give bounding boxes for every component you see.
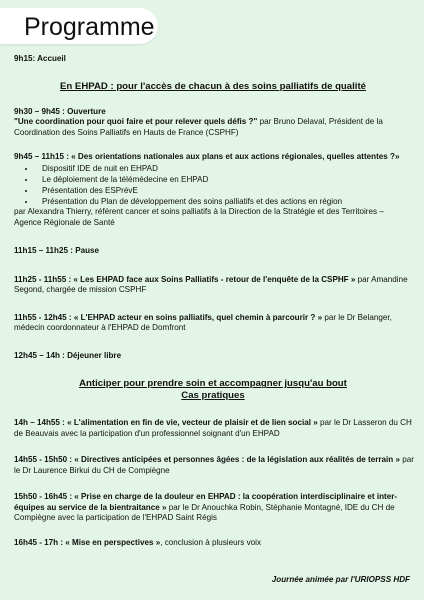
enquete-line — [14, 275, 412, 286]
acteur-line — [14, 313, 412, 324]
section-heading-cas-pratiques — [14, 390, 412, 402]
orientations-bullet-list — [14, 163, 412, 208]
directives-speaker: par — [399, 455, 414, 465]
directives-line — [14, 455, 412, 466]
ouverture-speaker: par Bruno Delaval, Président de la — [257, 117, 383, 126]
enquete-title: 11h25 - 11h55 : « Les EHPAD face aux Soins Palliatifs - retour de l'enquête de la CSPHF » — [14, 274, 356, 284]
list-item: • Présentation des ESPrévE — [36, 185, 412, 196]
acteur-speaker: par le Dr Belanger, — [322, 312, 392, 322]
alimentation-title: 14h – 14h55 : « L'alimentation en fin de vie, vecteur de plaisir et de lien social » — [14, 418, 318, 428]
enquete-line-2: Segond, chargée de mission CSPHF — [14, 285, 147, 295]
enquete-speaker: par Amandine — [355, 274, 408, 284]
perspectives-rest: , conclusion à plusieurs voix — [160, 537, 261, 547]
footer-credit: Journée animée par l'URIOPSS HDF — [271, 575, 410, 584]
ouverture-line-2: Coordination des Soins Palliatifs en Hauts de France (CSPHF) — [14, 127, 239, 137]
list-item: • Le déploiement de la télémédecine en EHPAD — [36, 174, 412, 185]
douleur-title-2: équipes au service de la bientraitance » — [14, 502, 167, 512]
ouverture-line — [14, 117, 412, 128]
programme-content — [14, 48, 412, 548]
orientations-speaker: par Alexandra Thierry, référent cancer et soins palliatifs à la Direction de la Stratégie et des Territoires – — [14, 207, 384, 217]
section-heading-ehpad — [14, 81, 412, 93]
list-item: • Dispositif IDE de nuit en EHPAD — [36, 163, 412, 174]
lunch-item: 12h45 – 14h : Déjeuner libre — [14, 350, 122, 360]
acteur-line-2: médecin coordonnateur à l'EHPAD de Domfront — [14, 323, 186, 333]
accueil-item: 9h15: Accueil — [14, 54, 66, 63]
acteur-title: 11h55 - 12h45 : « L'EHPAD acteur en soins palliatifs, quel chemin à parcourir ? » — [14, 312, 323, 322]
douleur-line-3: Compiègne avec la participation de l'EHPAD Saint Régis — [14, 513, 217, 523]
alimentation-line — [14, 418, 412, 429]
ouverture-time: 9h30 – 9h45 : Ouverture — [14, 106, 106, 116]
directives-title: 14h55 - 15h50 : « Directives anticipées et personnes âgées : de la législation aux réalités de terrain » — [14, 455, 400, 465]
orientations-title: 9h45 – 11h15 : « Des orientations nationales aux plans et aux actions régionales, quelles attentes ?» — [14, 152, 400, 161]
section-heading-cas-pratiques-text: Cas pratiques — [181, 390, 245, 402]
alimentation-line-2: de Beauvais avec la participation d'un professionnel soignant d'un EHPAD — [14, 428, 280, 438]
douleur-speaker: par le Dr Anouchka Robin, Stéphanie Montagné, IDE du CH de — [166, 502, 395, 512]
perspectives-line — [14, 538, 412, 549]
list-item: • Présentation du Plan de développement des soins palliatifs et des actions en région — [36, 196, 412, 207]
section-heading-ehpad-text: En EHPAD : pour l'accès de chacun à des soins palliatifs de qualité — [60, 80, 366, 92]
page-title: Programme — [24, 13, 155, 41]
orientations-speaker-2: Agence Régionale de Santé — [14, 217, 115, 227]
perspectives-title: 16h45 - 17h : « Mise en perspectives » — [14, 537, 161, 547]
section-heading-anticiper-text: Anticiper pour prendre soin et accompagner jusqu'au bout — [79, 378, 347, 390]
douleur-title: 15h50 - 16h45 : « Prise en charge de la douleur en EHPAD : la coopération interdisciplinaire et inter- — [14, 492, 398, 502]
pause-item: 11h15 – 11h25 : Pause — [14, 246, 100, 256]
directives-line-2: le Dr Laurence Birkui du CH de Compiègne — [14, 465, 170, 475]
ouverture-title: "Une coordination pour quoi faire et pour relever quels défis ?" — [14, 117, 258, 126]
douleur-line-2 — [14, 503, 412, 514]
section-heading-anticiper — [14, 378, 412, 390]
alimentation-speaker: par le Dr Lasseron du CH — [317, 418, 412, 428]
